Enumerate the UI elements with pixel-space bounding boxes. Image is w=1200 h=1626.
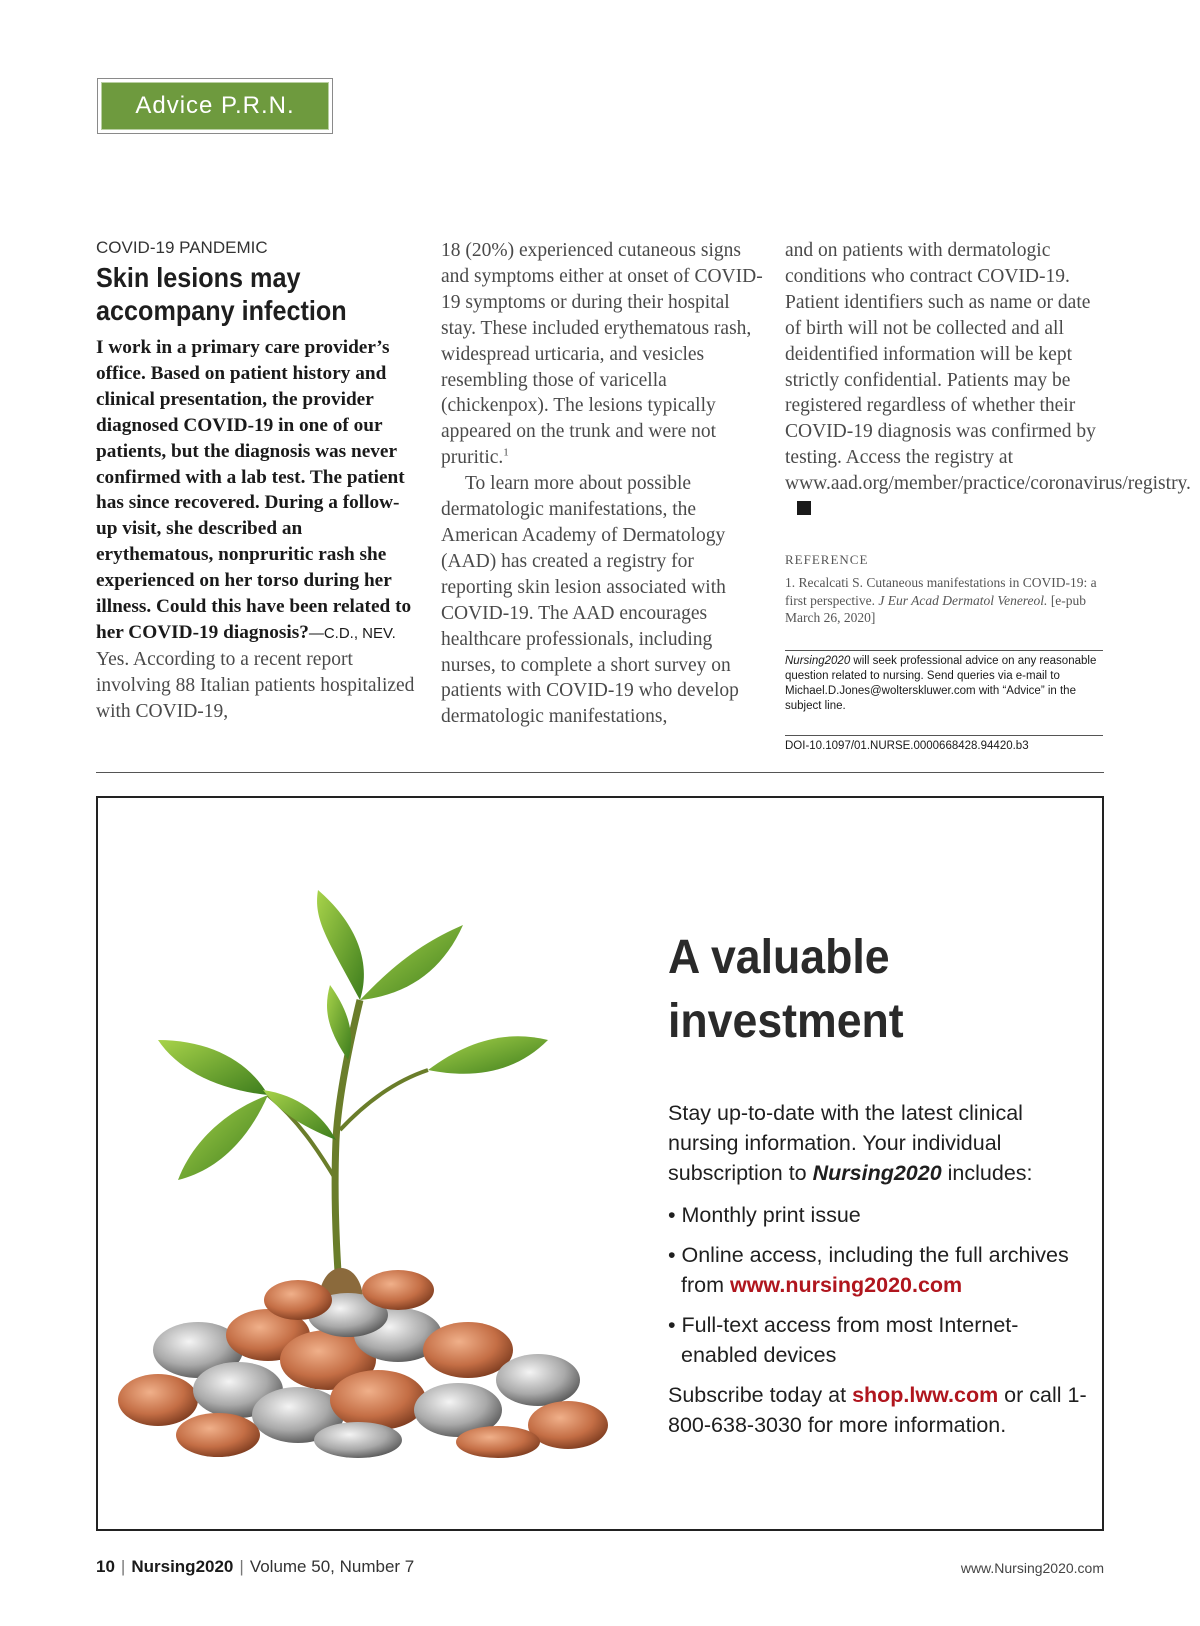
footer-issue: Volume 50, Number 7	[249, 1557, 415, 1576]
ad-intro-text: Stay up-to-date with the latest clinical nursing information. Your individual subscription to	[668, 1101, 1023, 1185]
ad-title	[668, 926, 904, 1054]
list-item: • Monthly print issue	[668, 1203, 861, 1227]
article-column-3	[785, 238, 1191, 523]
section-tab	[97, 78, 333, 134]
ad-subscribe	[668, 1380, 1088, 1440]
article-headline: Skin lesions may accompany infection	[96, 262, 347, 326]
ad-publication: Nursing2020	[812, 1161, 942, 1185]
answer-paragraph-3: To learn more about possible dermatologic manifestations, the American Academy of Dermatology (AAD) has created a registry for reporting skin lesion associated with COVID-19. The AAD encourages healthcare professionals, including nurses, to complete a short survey on patients with COVID-19 who develop dermatologic manifestations,	[441, 473, 739, 728]
ad-intro	[668, 1098, 1088, 1188]
article-column-1	[96, 238, 416, 725]
article-kicker: COVID-19 PANDEMIC	[96, 238, 268, 257]
reference-heading: REFERENCE	[785, 552, 869, 567]
answer-text-2: 18 (20%) experienced cutaneous signs and symptoms either at onset of COVID-19 symptoms or during their hospital stay. These included erythematous rash, widespread urticaria, and vesicles resembling those of varicella (chickenpox). The lesions typically appeared on the trunk and were not pruritic.	[441, 240, 763, 469]
divider	[785, 650, 1103, 651]
divider	[785, 735, 1103, 736]
answer-text-4: and on patients with dermatologic conditions who contract COVID-19. Patient identifiers such as name or date of birth will not be collected and all deidentified information will be kept strictly confidential. Patients may be registered regardless of whether their COVID-19 diagnosis was confirmed by testing. Access the registry at www.aad.org/member/practice/coronavirus/registry.	[785, 240, 1191, 495]
list-item	[668, 1240, 1088, 1300]
plant-coins-illustration	[98, 880, 658, 1460]
reference-text: 1. Recalcati S. Cutaneous manifestations in COVID-19: a first perspective.	[785, 575, 1097, 608]
page-footer: 10 | Nursing2020 | Volume 50, Number 7	[96, 1557, 415, 1576]
answer-paragraph-4	[785, 238, 1191, 523]
list-item: • Full-text access from most Internet-enabled devices	[668, 1313, 1019, 1367]
reader-question	[96, 335, 416, 647]
ad-benefit-list	[668, 1200, 1088, 1380]
shop-link[interactable]: shop.lww.com	[852, 1383, 999, 1407]
reference-marker: 1	[503, 446, 509, 459]
reference-journal: J Eur Acad Dermatol Venereol.	[878, 592, 1048, 608]
page-number: 10	[96, 1557, 115, 1576]
nursing-website-link[interactable]: www.nursing2020.com	[729, 1273, 963, 1297]
footer-website: www.Nursing2020.com	[960, 1560, 1104, 1576]
footer-publication: Nursing2020	[131, 1557, 234, 1576]
ad-title-line-1: A valuable	[668, 931, 890, 984]
note-text: will seek professional advice on any reasonable question related to nursing. Send queries via e-mail to Michael.D.Jones@wolterskluwer.com with “Advice” in the subject line.	[785, 655, 1097, 712]
subscribe-text: Subscribe today at	[668, 1383, 853, 1407]
list-item-text: • Online access, including the full archives from	[668, 1243, 1069, 1297]
submission-note	[785, 654, 1105, 714]
answer-paragraph-2	[441, 238, 766, 471]
note-publication: Nursing2020	[785, 655, 851, 667]
question-signature: —C.D., NEV.	[308, 624, 396, 642]
section-divider	[96, 772, 1104, 773]
doi-label: DOI-10.1097/01.NURSE.0000668428.94420.b3	[785, 740, 1029, 752]
subscribe-end: or call 1-800-638-3030 for more information.	[668, 1383, 1087, 1437]
ad-title-line-2: investment	[668, 995, 904, 1048]
reference-date: [e-pub March 26, 2020]	[785, 592, 1087, 625]
ad-intro-end: includes:	[941, 1161, 1033, 1185]
reference-item	[785, 574, 1110, 627]
answer-paragraph-1: Yes. According to a recent report involving 88 Italian patients hospitalized with COVID-19,	[96, 648, 415, 722]
section-tab-label: Advice P.R.N.	[101, 82, 329, 130]
question-text: I work in a primary care provider’s office. Based on patient history and clinical presentation, the provider diagnosed COVID-19 in one of our patients, but the diagnosis was never confirmed with a lab test. The patient has since recovered. During a follow-up visit, she described an erythematous, nonpruritic rash she experienced on her torso during her illness. Could this have been related to her COVID-19 diagnosis?	[96, 337, 412, 643]
article-column-2	[441, 238, 766, 730]
end-mark-icon	[797, 501, 811, 515]
